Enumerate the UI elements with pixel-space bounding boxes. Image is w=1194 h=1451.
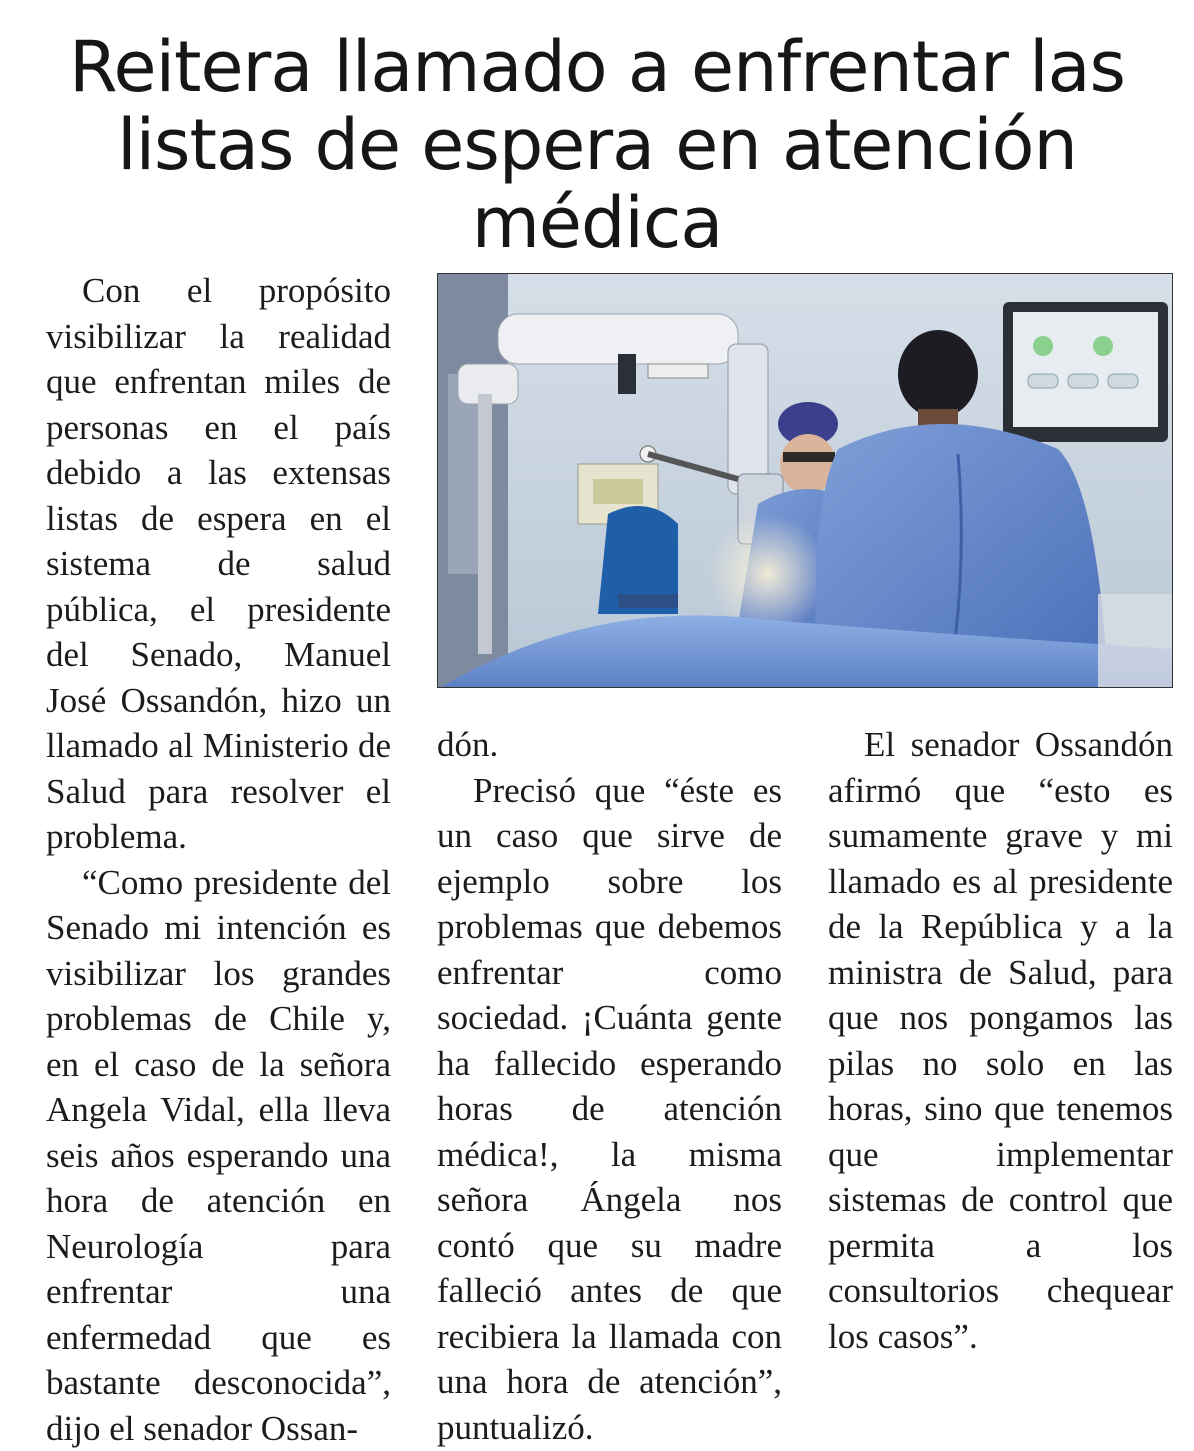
headline: Reitera llamado a enfrentar las listas de espera en atención médica: [30, 28, 1164, 262]
paragraph: Con el propósito visibilizar la realidad que enfrentan miles de personas en el país debido a las extensas listas de espera en el sistema de salud pública, el presidente del Senado, Manuel José Ossandón, hizo un llamado al Ministerio de Salud para resolver el problema.: [46, 268, 391, 860]
paragraph: Precisó que “éste es un caso que sirve de ejemplo sobre los problemas que debemos enfrentar como sociedad. ¡Cuánta gente ha fallecido esperando horas de atención médica!, la misma señora Ángela nos contó que su madre falleció antes de que recibiera la llamada con una hora de atención”, puntualizó.: [437, 768, 782, 1451]
paragraph: dón.: [437, 722, 782, 768]
article-column-2: [437, 722, 782, 1450]
paragraph: “Como presidente del Senado mi intención es visibilizar los grandes problemas de Chile y, en el caso de la señora Angela Vidal, ella lleva seis años esperando una hora de atención en Neurología para enfrentar una enfermedad que es bastante desconocida”, dijo el senador Ossan-: [46, 860, 391, 1451]
surgery-photo: [437, 273, 1173, 688]
paragraph: El senador Ossandón afirmó que “esto es sumamente grave y mi llamado es al presidente de la República y a la ministra de Salud, para que nos pongamos las pilas no solo en las horas, sino que tenemos que implementar sistemas de control que permita a los consultorios chequear los casos”.: [828, 722, 1173, 1359]
article-column-3: [828, 722, 1173, 1359]
article-column-1: [46, 268, 391, 1451]
